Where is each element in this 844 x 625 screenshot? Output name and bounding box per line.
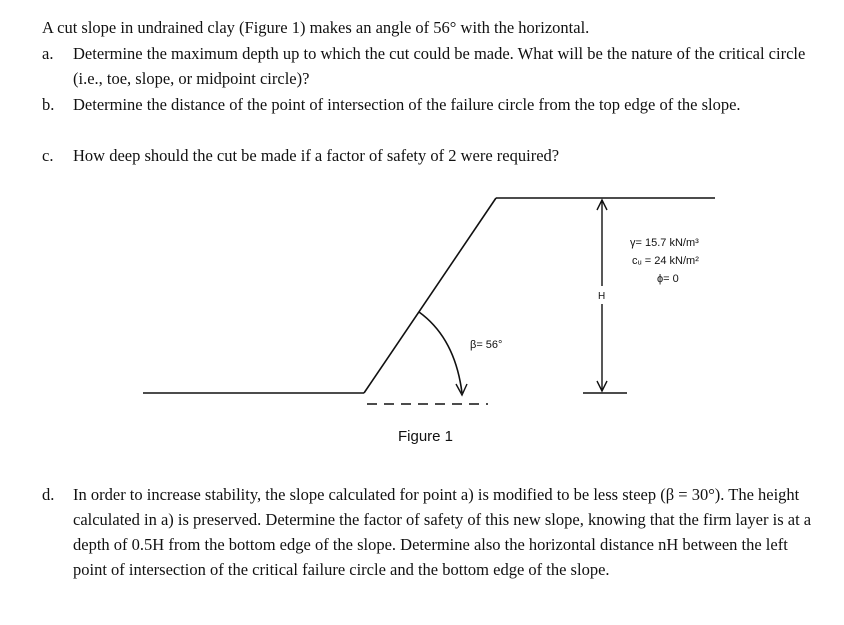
question-b-letter: b. — [42, 95, 55, 114]
height-label: H — [598, 291, 606, 302]
question-d-letter: d. — [42, 485, 55, 504]
question-a-text: Determine the maximum depth up to which the cut could be made. What will be the nature of the critical circle (i.e., toe, slope, or midpoint circle)? — [73, 44, 806, 88]
undrained-cohesion-label: cᵤ = 24 kN/m² — [632, 255, 699, 267]
question-a-letter: a. — [42, 44, 54, 63]
question-b-text: Determine the distance of the point of intersection of the failure circle from the top edge of the slope. — [73, 95, 741, 114]
question-b — [42, 92, 812, 117]
beta-angle-arc — [419, 312, 462, 393]
beta-label: β= 56° — [470, 339, 503, 351]
figure-caption: Figure 1 — [398, 428, 454, 445]
question-d — [42, 482, 812, 582]
question-a — [42, 41, 812, 91]
friction-angle-label: ϕ= 0 — [657, 273, 679, 285]
problem-intro: A cut slope in undrained clay (Figure 1) makes an angle of 56° with the horizontal. — [42, 18, 590, 37]
slope-figure — [0, 180, 844, 420]
question-c-letter: c. — [42, 146, 54, 165]
unit-weight-label: γ= 15.7 kN/m³ — [630, 237, 699, 249]
question-c — [42, 143, 812, 168]
question-d-text: In order to increase stability, the slope calculated for point a) is modified to be less steep (β = 30°). The height calculated in a) is preserved. Determine the factor of safety of this new slope, knowing that the firm layer is at a depth of 0.5H from the bottom edge of the slope. Determine also the horizontal distance nH between the left point of intersection of the critical failure circle and the bottom edge of the slope. — [73, 485, 812, 579]
slope-face — [364, 198, 496, 393]
question-c-text: How deep should the cut be made if a factor of safety of 2 were required? — [73, 146, 560, 165]
